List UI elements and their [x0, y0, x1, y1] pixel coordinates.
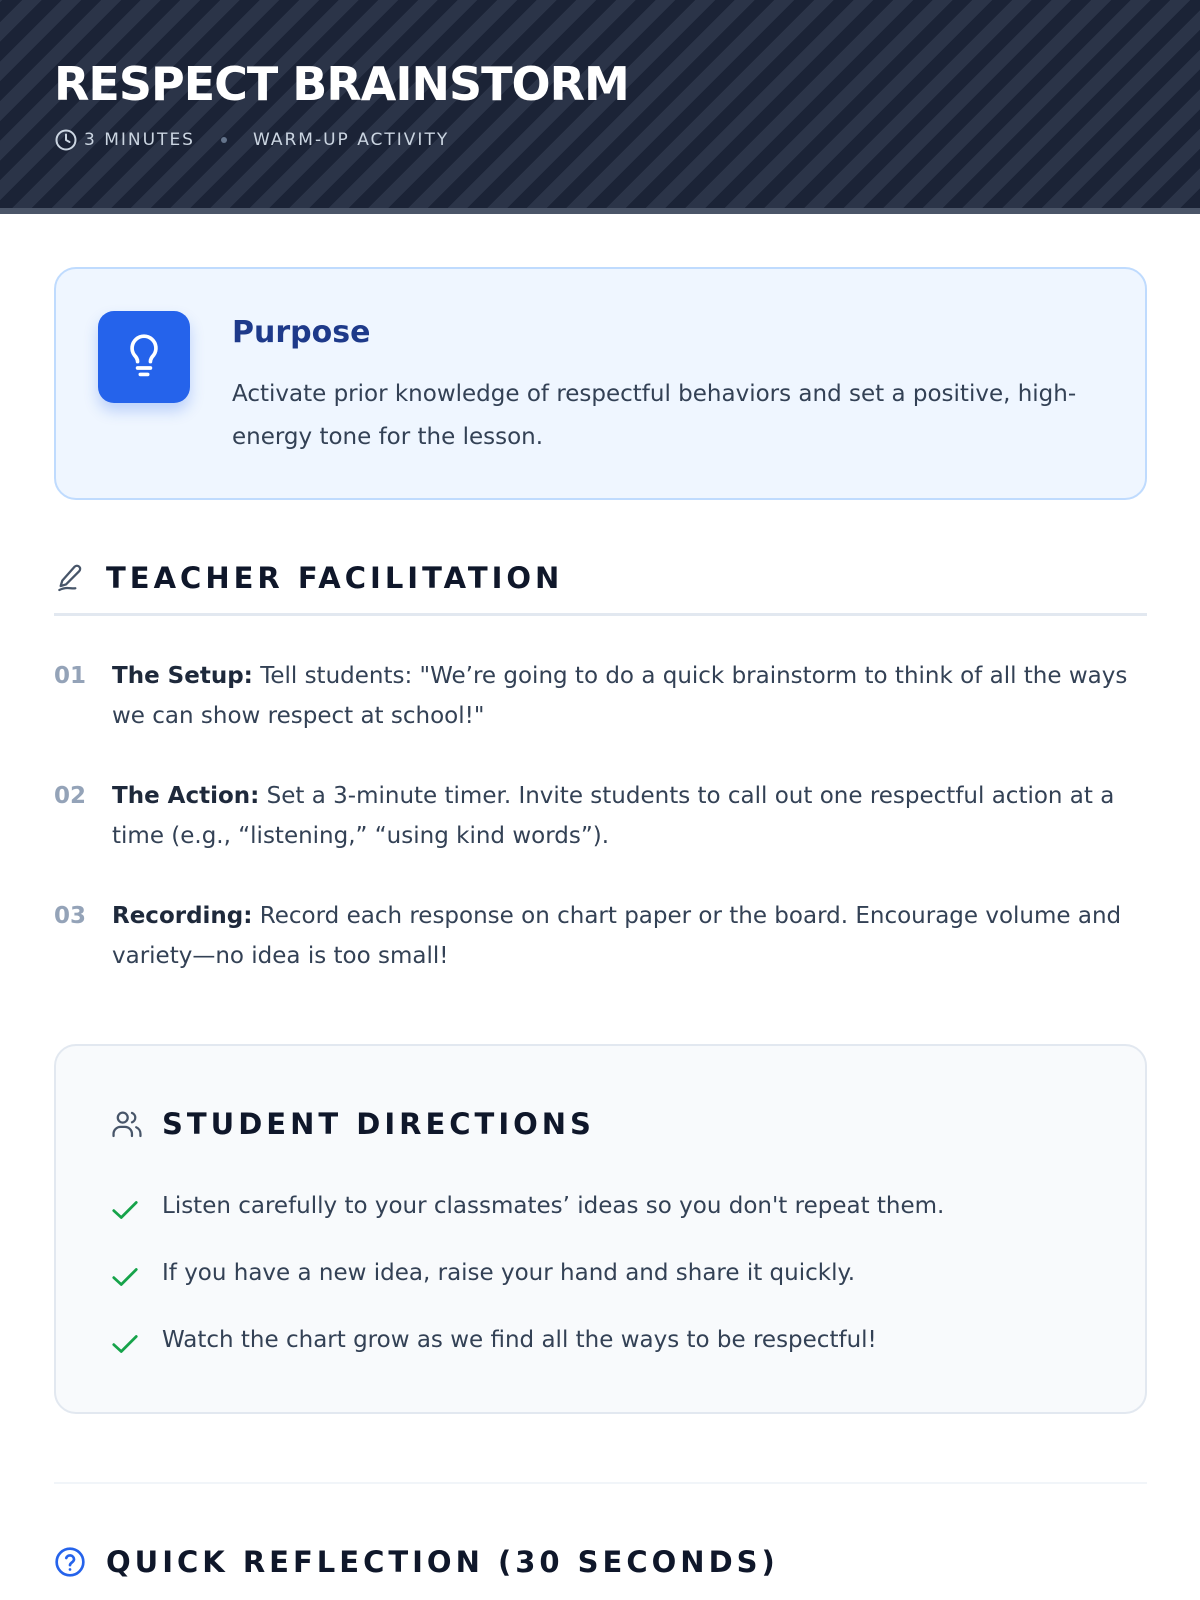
users-icon	[110, 1107, 144, 1141]
step-text	[112, 776, 1152, 856]
activity-type-label: WARM-UP ACTIVITY	[252, 130, 450, 150]
direction-text: Listen carefully to your classmates’ ideas so you don't repeat them.	[162, 1193, 945, 1219]
student-directions-title: STUDENT DIRECTIONS	[162, 1107, 595, 1141]
step-number: 01	[54, 663, 87, 689]
teacher-facilitation-title: TEACHER FACILITATION	[106, 561, 564, 595]
section-divider	[54, 1482, 1147, 1484]
teacher-facilitation-heading	[54, 558, 563, 598]
step-number: 03	[54, 903, 87, 929]
direction-text: If you have a new idea, raise your hand and share it quickly.	[162, 1260, 856, 1286]
direction-item	[110, 1255, 855, 1291]
meta-separator	[221, 137, 227, 143]
purpose-card	[54, 267, 1147, 500]
step-body: Set a 3-minute timer. Invite students to call out one respectful action at a time (e.g., “listening,” “using kind words”).	[112, 783, 1115, 849]
check-icon	[110, 1262, 140, 1292]
direction-text: Watch the chart grow as we find all the ways to be respectful!	[162, 1327, 877, 1353]
check-icon	[110, 1329, 140, 1359]
student-directions-card	[54, 1044, 1147, 1414]
direction-item	[110, 1322, 877, 1358]
direction-item	[110, 1188, 944, 1224]
step-text	[112, 656, 1152, 736]
step-body: Record each response on chart paper or the board. Encourage volume and variety—no idea is too small!	[112, 903, 1122, 969]
quick-reflection-heading	[54, 1542, 779, 1582]
quick-reflection-title: QUICK REFLECTION (30 SECONDS)	[106, 1545, 779, 1579]
step-body: Tell students: "We’re going to do a quick brainstorm to think of all the ways we can show respect at school!"	[112, 663, 1128, 729]
question-circle-icon	[54, 1546, 86, 1578]
student-directions-heading	[110, 1104, 595, 1144]
pen-icon	[54, 562, 86, 594]
purpose-icon-tile	[98, 311, 190, 403]
purpose-text: Activate prior knowledge of respectful behaviors and set a positive, high-energy tone for the lesson.	[232, 381, 1077, 450]
step-label: The Action:	[112, 783, 260, 809]
page-title: RESPECT BRAINSTORM	[54, 57, 629, 111]
step-label: Recording:	[112, 903, 253, 929]
step-text	[112, 896, 1152, 976]
page-header	[0, 0, 1200, 214]
section-divider	[54, 613, 1147, 616]
duration-label: 3 MINUTES	[84, 130, 195, 150]
purpose-title: Purpose	[232, 315, 371, 350]
lightbulb-icon	[122, 333, 166, 381]
check-icon	[110, 1195, 140, 1225]
clock-icon	[54, 128, 78, 152]
header-meta	[54, 126, 449, 154]
step-label: The Setup:	[112, 663, 253, 689]
step-number: 02	[54, 783, 87, 809]
